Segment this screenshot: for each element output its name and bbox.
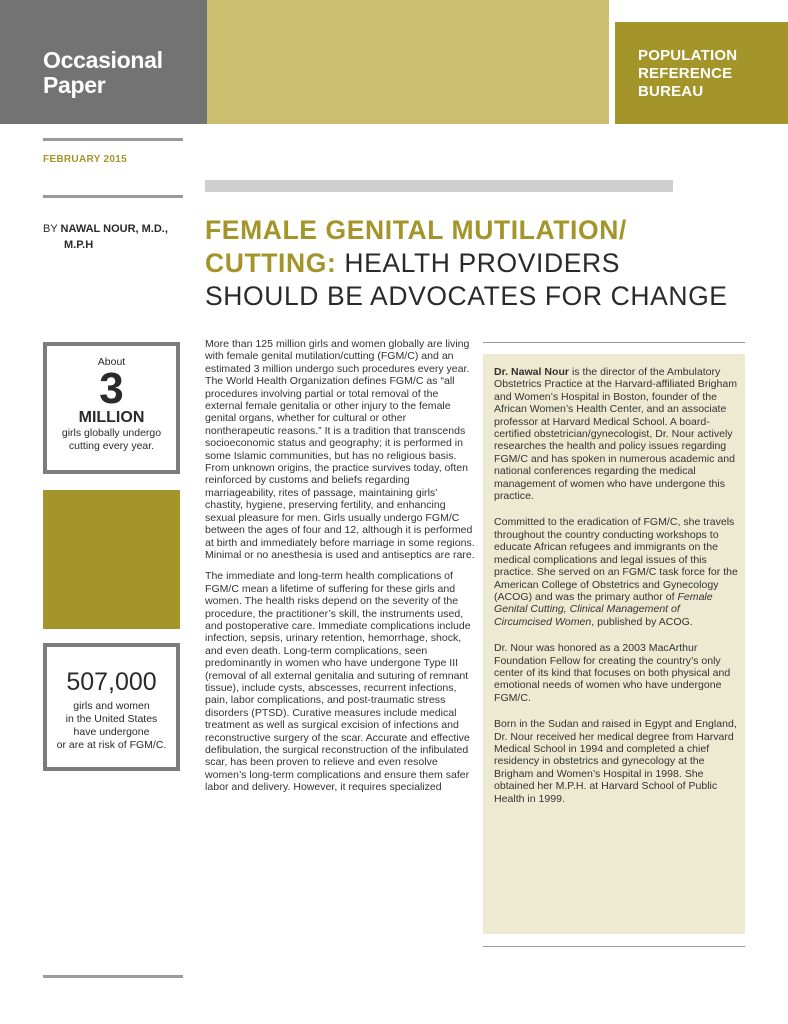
series-title (43, 48, 163, 98)
stat2-desc-line1: girls and women (73, 700, 150, 712)
bio-paragraph-2 (494, 516, 739, 628)
bio-p2-end: , published by ACOG. (591, 615, 693, 628)
author-degree: M.P.H (64, 239, 94, 251)
org-logo-text (638, 47, 737, 101)
bio-top-rule (483, 342, 745, 343)
publication-date: FEBRUARY 2015 (43, 154, 127, 165)
header-olive-band (207, 0, 609, 124)
bio-p2-start: Committed to the eradication of FGM/C, she travels throughout the country conducting workshops to educate African refugees and immigrants on the medical complications and legal issues of this practice. She served on an FGM/C task force for the American College of Obstetrics and Gynecology (ACOG) and was the primary author of (494, 516, 738, 603)
byline-prefix: BY (43, 223, 58, 235)
bio-book-title: Female Genital Cutting, Clinical Management of Circumcised Women (494, 590, 713, 628)
stat1-number: 3 (99, 364, 124, 413)
title-highlight-line1: FEMALE GENITAL MUTILATION/ (205, 215, 627, 245)
stat2-desc-line2: in the United States (65, 713, 158, 725)
side-divider-top (43, 138, 183, 141)
body-paragraph-1: More than 125 million girls and women globally are living with female genital mutilation/cutting (FGM/C) and an estimated 3 million undergo such procedures every year. The World Health Organization defines FGM/C as “all procedures involving partial or total removal of the external female genitalia or other injury to the female genital organs, whether for cultural or other nontherapeutic reasons.” It is a tradition that transcends socioeconomic status and geography; it is performed in some Islamic communities, but has no religious basis. From unknown origins, the practice survives today, often reinforced by customs and beliefs regarding marriageability, rites of passage, maintaining girls’ chastity, hygiene, preserving fertility, and enhancing sexual pleasure for men. Girls usually undergo FGM/C between the ages of four and 12, although it is performed at birth and immediately before marriage in some regions. Minimal or no anesthesia is used and antiseptics are rare. (205, 338, 475, 561)
org-line1: POPULATION (638, 47, 738, 64)
author-bio-text (494, 366, 739, 819)
series-title-line2: Paper (43, 72, 106, 98)
article-title (205, 214, 765, 313)
stat1-about: About (97, 356, 126, 368)
main-body-column (205, 338, 477, 803)
bio-paragraph-4: Born in the Sudan and raised in Egypt and England, Dr. Nour received her medical degree from Harvard Medical School in 1994 and completed a chief residency in obstetrics and gynecology at the Brigham and Women’s Hospital in 1998. She obtained her M.P.H. at Harvard School of Public Health in 1999. (494, 718, 737, 805)
stat1-desc-line2: cutting every year. (68, 440, 155, 452)
body-paragraph-2: The immediate and long-term health complications of FGM/C mean a lifetime of suffering for these girls and women. The health risks depend on the severity of the procedure, the practitioner’s skill, the instruments used, and postoperative care. Immediate complications include infection, sepsis, urinary retention, hemorrhage, shock, and even death. Long-term complications, seen predominantly in women who have undergone Type III (removal of all external genitalia and suturing of remnant tissue), include cysts, abscesses, recurrent infections, pain, labor complications, and post-traumatic stress disorders (PTSD). Curative measures include medical treatment as well as surgical excision of infections and reconstructive surgery of the scar. Accurate and effective defibulation, the surgical reconstruction of the infibulated scar, has been proven to relieve and even resolve women’s long-term complications and ensure them safer labor and delivery. However, it requires specialized (205, 570, 471, 794)
title-line3: SHOULD BE ADVOCATES FOR CHANGE (205, 281, 728, 311)
bio-p1-rest: is the director of the Ambulatory Obstetrics Practice at the Harvard-affiliated Brigham and Women’s Hospital in Boston, founder of the African Women’s Health Center, and an associate professor at Harvard Medical School. A board-certified obstetrician/gynecologist, Dr. Nour actively researches the health and policy issues regarding FGM/C and has spoken in numerous academic and national conferences regarding the medical management of women who have undergone this practice. (494, 366, 738, 503)
stat-box-507000 (43, 643, 180, 771)
decorative-olive-square (43, 490, 180, 629)
stat2-number: 507,000 (66, 668, 157, 696)
bio-paragraph-3: Dr. Nour was honored as a 2003 MacArthur Foundation Fellow for creating the country’s only center of its kind that focuses on both physical and emotional needs of women who have undergone FGM/C. (494, 642, 731, 704)
stat2-desc-line4: or are at risk of FGM/C. (56, 739, 167, 751)
title-top-rule (205, 180, 673, 192)
stat2-desc-line3: have undergone (73, 726, 150, 738)
byline (43, 221, 168, 253)
title-highlight-line2: CUTTING: (205, 248, 337, 278)
side-divider-bottom (43, 975, 183, 978)
stat-box-3-million (43, 342, 180, 474)
title-line2-rest: HEALTH PROVIDERS (344, 248, 620, 278)
bio-paragraph-1 (494, 366, 739, 502)
side-divider-mid (43, 195, 183, 198)
series-title-line1: Occasional (43, 47, 163, 73)
stat1-desc-line1: girls globally undergo (61, 427, 162, 439)
stat1-unit: MILLION (78, 409, 145, 426)
org-line3: BUREAU (638, 83, 704, 100)
bio-author-name: Dr. Nawal Nour (494, 366, 570, 378)
org-line2: REFERENCE (638, 65, 733, 82)
bio-bottom-rule (483, 946, 745, 947)
author-name: NAWAL NOUR, M.D., (60, 223, 168, 235)
